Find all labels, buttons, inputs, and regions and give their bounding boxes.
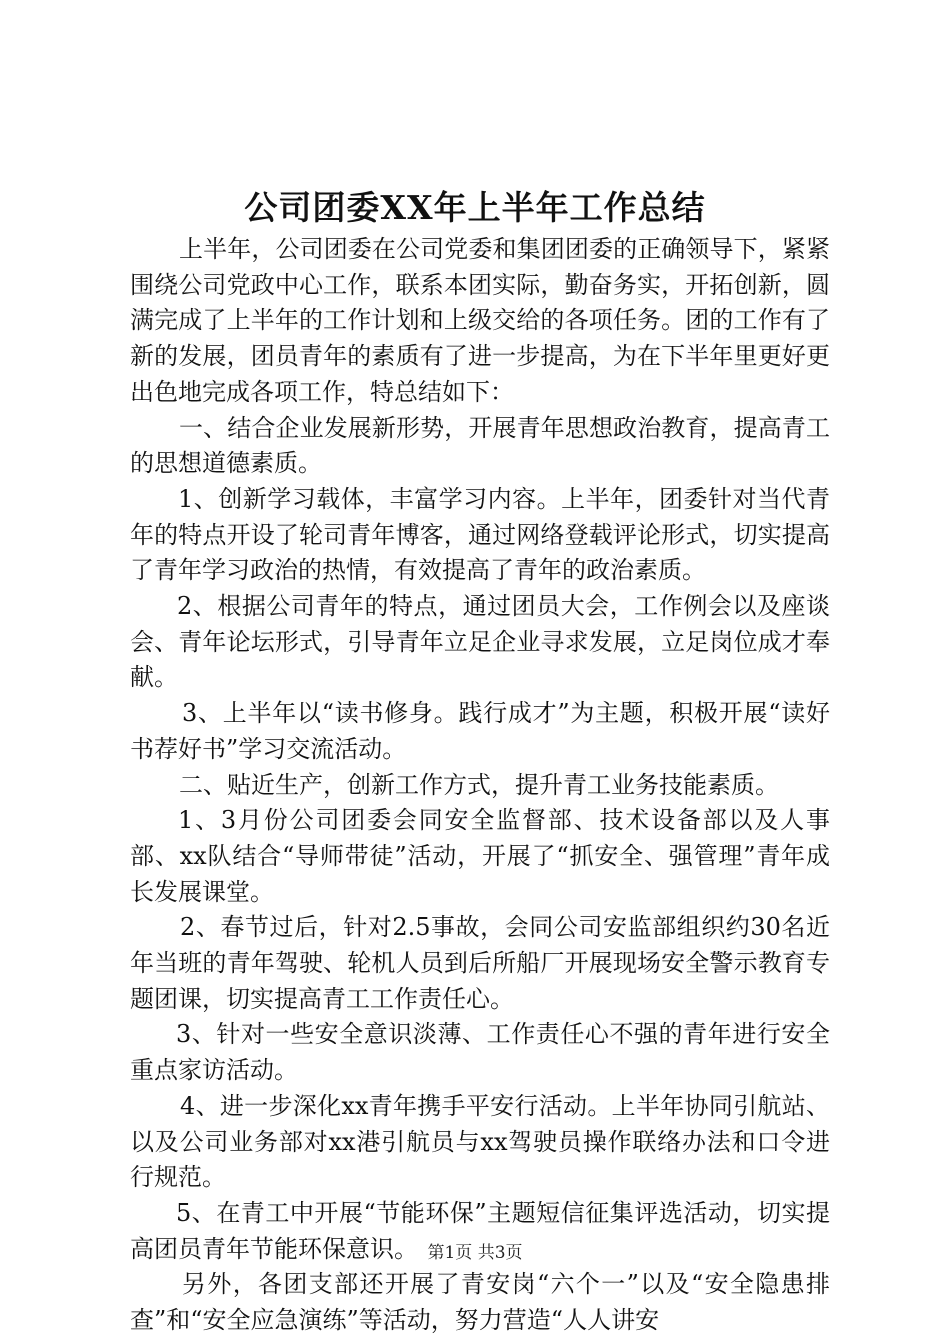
document-body — [130, 232, 830, 1339]
paragraph-section-1-item-3: 3、上半年以“读书修身。践行成才”为主题，积极开展“读好书荐好书”学习交流活动。 — [130, 699, 830, 763]
paragraph-section-2-item-1: 1、3月份公司团委会同安全监督部、技术设备部以及人事部、xx队结合“导师带徒”活动，开展了“抓安全、强管理”青年成长发展课堂。 — [130, 806, 830, 906]
paragraph-section-2-item-4: 4、进一步深化xx青年携手平安行活动。上半年协同引航站、以及公司业务部对xx港引航员与xx驾驶员操作联络办法和口令进行规范。 — [130, 1091, 830, 1192]
paragraph-section-2-item-5: 5、在青工中开展“节能环保”主题短信征集评选活动，切实提高团员青年节能环保意识。 — [130, 1198, 830, 1263]
paragraph-section-2-item-2: 2、春节过后，针对2.5事故，会同公司安监部组织约30名近年当班的青年驾驶、轮机人员到后所船厂开展现场安全警示教育专题团课，切实提高青工工作责任心。 — [130, 913, 830, 1013]
document-title: 公司团委XX年上半年工作总结 — [244, 188, 706, 227]
paragraph-section-1-item-2: 2、根据公司青年的特点，通过团员大会，工作例会以及座谈会、青年论坛形式，引导青年立足企业寻求发展，立足岗位成才奉献。 — [130, 592, 830, 692]
paragraph-section-1-heading: 一、结合企业发展新形势，开展青年思想政治教育，提高青工的思想道德素质。 — [130, 413, 830, 478]
paragraph-additional: 另外，各团支部还开展了青安岗“六个一”以及“安全隐患排查”和“安全应急演练”等活动，努力营造“人人讲安 — [130, 1270, 830, 1335]
paragraph-section-2-item-3: 3、针对一些安全意识淡薄、工作责任心不强的青年进行安全重点家访活动。 — [130, 1020, 830, 1085]
page-footer: 第1页 共3页 — [427, 1243, 523, 1263]
paragraph-intro: 上半年，公司团委在公司党委和集团团委的正确领导下，紧紧围绕公司党政中心工作，联系本团实际，勤奋务实，开拓创新，圆满完成了上半年的工作计划和上级交给的各项任务。团的工作有了新的发展，团员青年的素质有了进一步提高，为在下半年里更好更出色地完成各项工作，特总结如下： — [130, 235, 830, 406]
paragraph-section-1-item-1: 1、创新学习载体，丰富学习内容。上半年，团委针对当代青年的特点开设了轮司青年博客，通过网络登载评论形式，切实提高了青年学习政治的热情，有效提高了青年的政治素质。 — [130, 484, 830, 585]
paragraph-section-2-heading: 二、贴近生产，创新工作方式，提升青工业务技能素质。 — [179, 770, 779, 799]
